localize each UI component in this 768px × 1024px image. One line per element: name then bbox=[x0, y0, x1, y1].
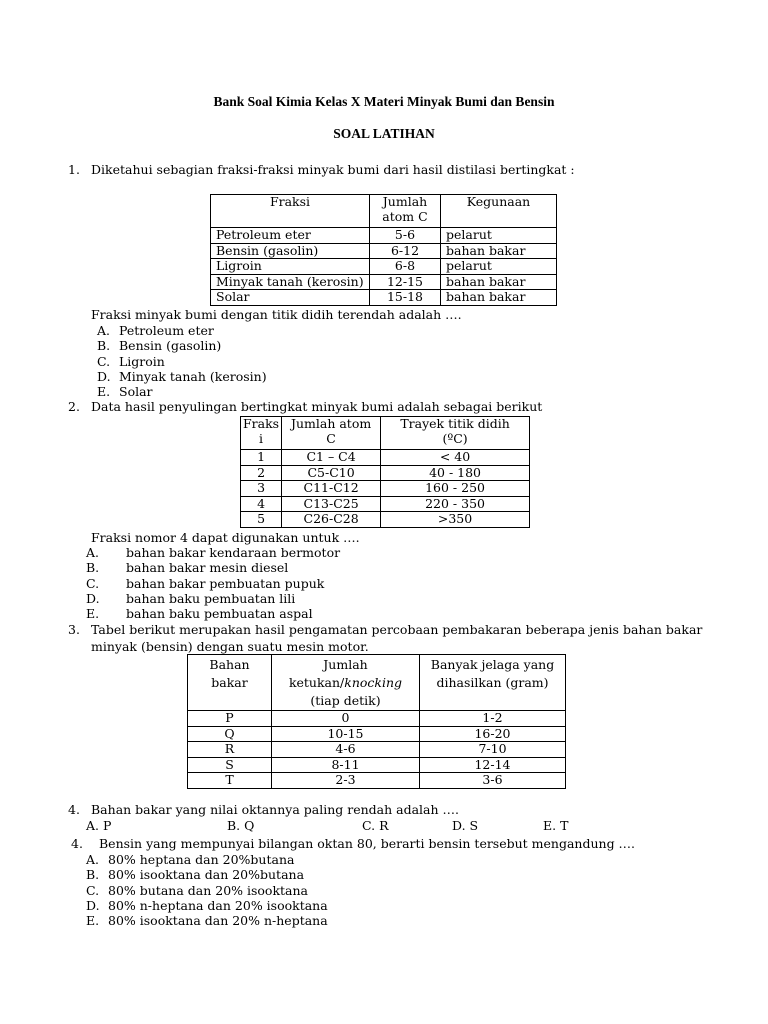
table-cell: 3 bbox=[241, 481, 282, 497]
option-letter: A. bbox=[97, 323, 111, 338]
table-cell: 4-6 bbox=[272, 742, 420, 758]
option-item bbox=[97, 384, 267, 399]
table-cell: Q bbox=[188, 726, 272, 742]
option-text: 80% isooktana dan 20% n-heptana bbox=[108, 913, 328, 929]
q3-number: 3. bbox=[68, 622, 80, 637]
q5-options bbox=[86, 852, 328, 928]
table-row bbox=[188, 742, 566, 758]
table-cell: 0 bbox=[272, 711, 420, 727]
table-cell: bahan bakar bbox=[441, 243, 557, 259]
option-letter: B. bbox=[86, 867, 100, 883]
table-cell: Ligroin bbox=[211, 259, 370, 275]
option-item bbox=[86, 560, 340, 575]
table-header-line: Fraks bbox=[243, 416, 280, 431]
table-row bbox=[188, 726, 566, 742]
option-letter: E. bbox=[86, 913, 100, 929]
table-cell: Solar bbox=[211, 290, 370, 306]
table-row bbox=[241, 465, 530, 481]
table-row bbox=[241, 450, 530, 466]
table-cell: Minyak tanah (kerosin) bbox=[211, 274, 370, 290]
q2-text: Data hasil penyulingan bertingkat minyak bumi adalah sebagai berikut bbox=[91, 399, 543, 414]
table-header-line: Jumlah bbox=[323, 657, 368, 672]
table-header: Fraksi bbox=[211, 195, 370, 228]
option-letter: D. bbox=[86, 590, 100, 606]
option-letter: E. bbox=[97, 384, 111, 400]
q5-number: 4. bbox=[71, 836, 83, 851]
table-header-row bbox=[188, 655, 566, 711]
option-item bbox=[86, 867, 328, 882]
option-text: 80% butana dan 20% isooktana bbox=[108, 882, 309, 898]
q4-option-a: A. P bbox=[86, 818, 112, 833]
table-cell: >350 bbox=[381, 512, 530, 528]
table-header-line: Jumlah atom bbox=[290, 416, 372, 431]
q4-option-d: D. S bbox=[452, 818, 479, 833]
q4-option-c: C. R bbox=[362, 818, 389, 833]
option-item bbox=[97, 354, 267, 369]
table-header-line: Banyak jelaga yang bbox=[430, 657, 555, 672]
table-cell: P bbox=[188, 711, 272, 727]
option-text: bahan bakar mesin diesel bbox=[126, 560, 289, 576]
table-row bbox=[241, 496, 530, 512]
q4-number: 4. bbox=[68, 802, 80, 817]
table-row bbox=[241, 481, 530, 497]
q3-text-line1: Tabel berikut merupakan hasil pengamatan percobaan pembakaran beberapa jenis bahan bakar bbox=[91, 622, 703, 637]
q3-text-line2: minyak (bensin) dengan suatu mesin motor. bbox=[91, 639, 369, 654]
option-letter: D. bbox=[97, 368, 111, 384]
q2-number: 2. bbox=[68, 399, 80, 414]
table-header-line: dihasilkan (gram) bbox=[436, 675, 549, 690]
option-item bbox=[86, 913, 328, 928]
table-row bbox=[211, 228, 557, 244]
option-item bbox=[97, 323, 267, 338]
table-cell: 12-14 bbox=[420, 757, 566, 773]
table-row bbox=[211, 259, 557, 275]
table-header-line: (tiap detik) bbox=[310, 693, 381, 708]
option-item bbox=[86, 898, 328, 913]
option-text: Ligroin bbox=[119, 353, 165, 369]
table-header-line: i bbox=[259, 430, 264, 446]
table-cell: 16-20 bbox=[420, 726, 566, 742]
table-row bbox=[211, 243, 557, 259]
table-row bbox=[211, 290, 557, 306]
table-header-line: atom C bbox=[382, 208, 428, 224]
document-title: Bank Soal Kimia Kelas X Materi Minyak Bumi dan Bensin bbox=[213, 94, 555, 109]
table-cell: 2-3 bbox=[272, 773, 420, 789]
table-cell: 2 bbox=[241, 465, 282, 481]
table-header bbox=[272, 655, 420, 711]
table-header-row bbox=[241, 417, 530, 450]
q2-options bbox=[86, 545, 340, 621]
option-letter: A. bbox=[86, 545, 100, 560]
option-text: bahan bakar kendaraan bermotor bbox=[126, 545, 341, 560]
option-letter: A. bbox=[86, 852, 100, 867]
table-row bbox=[188, 711, 566, 727]
table-cell: bahan bakar bbox=[441, 274, 557, 290]
option-letter: E. bbox=[86, 606, 100, 622]
table-cell: 10-15 bbox=[272, 726, 420, 742]
table-header bbox=[282, 417, 381, 450]
table-header-line bbox=[277, 674, 414, 692]
option-item bbox=[97, 369, 267, 384]
table-header bbox=[241, 417, 282, 450]
table-cell: T bbox=[188, 773, 272, 789]
option-letter: B. bbox=[86, 560, 100, 576]
table-cell: Bensin (gasolin) bbox=[211, 243, 370, 259]
q2-table bbox=[240, 416, 530, 528]
table-header-line: Bahan bbox=[209, 657, 250, 672]
table-cell: 15-18 bbox=[370, 290, 441, 306]
q4-option-e: E. T bbox=[543, 818, 569, 833]
table-cell: 6-12 bbox=[370, 243, 441, 259]
table-cell: 4 bbox=[241, 496, 282, 512]
table-cell: pelarut bbox=[441, 259, 557, 275]
table-header bbox=[370, 195, 441, 228]
table-cell: 8-11 bbox=[272, 757, 420, 773]
table-header-line: bakar bbox=[211, 675, 248, 690]
q4-text: Bahan bakar yang nilai oktannya paling rendah adalah …. bbox=[91, 802, 459, 817]
table-cell: 3-6 bbox=[420, 773, 566, 789]
option-letter: B. bbox=[97, 338, 111, 354]
q1-text: Diketahui sebagian fraksi-fraksi minyak bumi dari hasil distilasi bertingkat : bbox=[91, 162, 575, 177]
table-cell: < 40 bbox=[381, 450, 530, 466]
table-header-row bbox=[211, 195, 557, 228]
q2-question: Fraksi nomor 4 dapat digunakan untuk …. bbox=[91, 530, 360, 545]
option-letter: D. bbox=[86, 897, 100, 913]
option-text: bahan baku pembuatan lili bbox=[126, 590, 296, 606]
q1-question: Fraksi minyak bumi dengan titik didih terendah adalah …. bbox=[91, 307, 462, 322]
header-text: ketukan/ bbox=[288, 675, 345, 690]
q1-table bbox=[210, 194, 557, 306]
table-row bbox=[211, 274, 557, 290]
table-header: Kegunaan bbox=[441, 195, 557, 228]
table-cell: C26-C28 bbox=[282, 512, 381, 528]
table-cell: 1-2 bbox=[420, 711, 566, 727]
table-cell: C11-C12 bbox=[282, 481, 381, 497]
table-cell: 1 bbox=[241, 450, 282, 466]
table-cell: R bbox=[188, 742, 272, 758]
table-cell: 7-10 bbox=[420, 742, 566, 758]
table-header-line: (ºC) bbox=[442, 430, 468, 446]
table-cell: C13-C25 bbox=[282, 496, 381, 512]
q5-text: Bensin yang mempunyai bilangan oktan 80, berarti bensin tersebut mengandung …. bbox=[99, 836, 636, 851]
option-item bbox=[86, 852, 328, 867]
option-item bbox=[97, 338, 267, 353]
table-cell: pelarut bbox=[441, 228, 557, 244]
table-cell: C5-C10 bbox=[282, 465, 381, 481]
table-cell: bahan bakar bbox=[441, 290, 557, 306]
table-cell: 160 - 250 bbox=[381, 481, 530, 497]
option-text: 80% n-heptana dan 20% isooktana bbox=[108, 897, 328, 913]
document-subtitle: SOAL LATIHAN bbox=[333, 126, 435, 141]
table-cell: 40 - 180 bbox=[381, 465, 530, 481]
table-header bbox=[188, 655, 272, 711]
q1-options bbox=[97, 323, 267, 399]
option-item bbox=[86, 591, 340, 606]
table-header bbox=[381, 417, 530, 450]
option-text: bahan bakar pembuatan pupuk bbox=[126, 575, 325, 591]
q4-option-b: B. Q bbox=[227, 818, 255, 833]
option-text: bahan baku pembuatan aspal bbox=[126, 606, 313, 622]
table-cell: S bbox=[188, 757, 272, 773]
table-header-line: Jumlah bbox=[382, 194, 428, 209]
option-letter: C. bbox=[86, 575, 100, 591]
table-header-line: C bbox=[326, 430, 336, 446]
option-letter: C. bbox=[86, 882, 100, 898]
table-cell: 6-8 bbox=[370, 259, 441, 275]
table-cell: 5-6 bbox=[370, 228, 441, 244]
option-item bbox=[86, 606, 340, 621]
table-cell: 220 - 350 bbox=[381, 496, 530, 512]
option-text: Petroleum eter bbox=[119, 323, 214, 338]
table-row bbox=[188, 773, 566, 789]
option-text: 80% heptana dan 20%butana bbox=[108, 852, 295, 867]
option-text: 80% isooktana dan 20%butana bbox=[108, 867, 305, 883]
option-text: Minyak tanah (kerosin) bbox=[119, 368, 267, 384]
header-text-italic: knocking bbox=[344, 675, 403, 690]
option-text: Bensin (gasolin) bbox=[119, 338, 222, 354]
option-item bbox=[86, 576, 340, 591]
option-item bbox=[86, 883, 328, 898]
option-letter: C. bbox=[97, 353, 111, 369]
table-cell: C1 – C4 bbox=[282, 450, 381, 466]
table-header bbox=[420, 655, 566, 711]
table-cell: 5 bbox=[241, 512, 282, 528]
option-text: Solar bbox=[119, 384, 153, 400]
table-row bbox=[188, 757, 566, 773]
q1-number: 1. bbox=[68, 162, 80, 177]
table-cell: Petroleum eter bbox=[211, 228, 370, 244]
table-cell: 12-15 bbox=[370, 274, 441, 290]
table-row bbox=[241, 512, 530, 528]
table-header-line: Trayek titik didih bbox=[400, 416, 510, 431]
q3-table bbox=[187, 654, 566, 789]
option-item bbox=[86, 545, 340, 560]
